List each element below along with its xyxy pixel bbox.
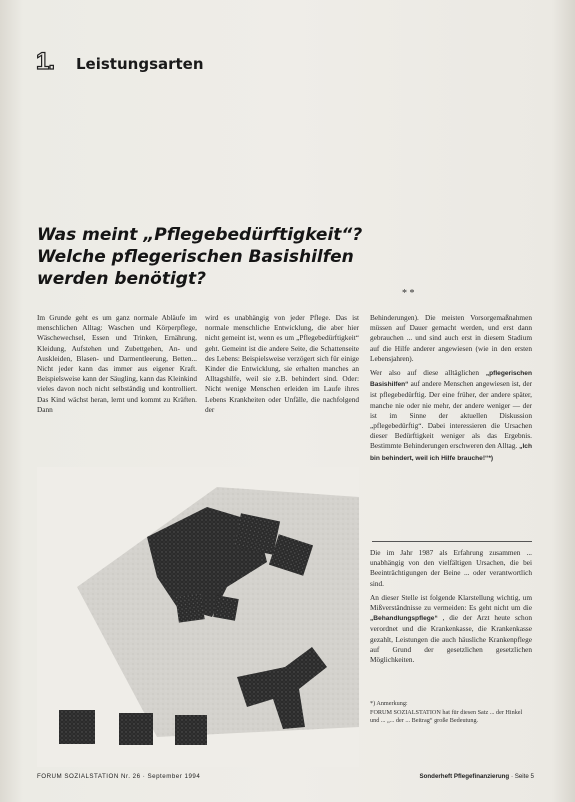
text-column-3 [370, 313, 532, 468]
section-number: 1. [36, 48, 55, 75]
footnote-text: FORUM SOZIALSTATION hat für diesen Satz ... der Hinkel und ... „... der ... Beitrag“ große Bedeutung. [370, 709, 523, 725]
column-3-p2-bold: „pflegerischen Basishilfen“ [370, 370, 532, 389]
footnote [370, 700, 532, 726]
column-3-p2-pre: Wer also auf diese alltäglichen [370, 368, 480, 378]
cube-block-bottom-2 [119, 713, 153, 745]
column-3-lower-paragraph-1: Die im Jahr 1987 als Erfahrung zusammen ... unabhängig von den vielfältigen Ursachen, die bei Beeinträchtigungen der Beine ... oder verantwortlich sind. [370, 548, 532, 588]
cube-block-front-2 [213, 595, 238, 620]
toy-blocks-photo [37, 467, 359, 767]
text-column-3-lower [370, 548, 532, 669]
column-3-p2-bold-quote: „Ich bin behindert, weil ich Hilfe brauche!“*) [370, 443, 532, 462]
column-3-lower-p2-bold: „Behandlungspflege“ [370, 615, 438, 623]
column-3-lower-p2-post: , die der Arzt heute schon verordnet und die Krankenkasse, die Krankenkasse gezahlt, Leistungen die auch häusliche Krankenpflege auf Grund der gesetzlichen gesetzlichen Möglichkeiten. [370, 613, 532, 665]
footer-issue-title: Sonderheft Pflegefinanzierung [419, 773, 510, 780]
text-column-2 [205, 313, 359, 419]
cube-block-front-1 [175, 593, 204, 622]
column-3-p2-post: auf andere Menschen angewiesen ist, der ist pflegebedürftig. Der eine früher, der andere später, manche nie oder nie mehr, der andere weniger — der ist im Sinne der aktuellen Diskussion „pflegebedürftig“. Dabei interessieren die Ursachen dieser Bedürftigkeit weniger als das Ergebnis. Bestimmte Behinderungen erschweren den Alltag. [370, 379, 532, 451]
headline-line-1: Was meint „Pflegebedürftigkeit“? [37, 225, 363, 245]
footer-publication: FORUM SOZIALSTATION Nr. 26 · September 1994 [37, 773, 201, 780]
column-2-text: wird es unabhängig von jeder Pflege. Das ist normale menschliche Entwicklung, die aber hier nicht gemeint ist, wenn es um „Pflegebedürftigkeit“ geht. Gemeint ist die andere Seite, die Schattenseite des Lebens: Beispielsweise verzögert sich für einige Kinder die Entwicklung, sie erhalten manches an Alltagshilfe, weil sie z.B. behindert sind. Oder: Nicht wenige Menschen erleiden im Laufe ihres Lebens Krankheiten oder Unfälle, die nachfolgend der [205, 313, 359, 414]
headline-line-3: werden benötigt? [37, 269, 206, 289]
headline [37, 224, 457, 290]
cube-block-bottom-1 [59, 710, 95, 744]
column-3-paragraph-2 [370, 368, 532, 464]
column-3-paragraph-1: Behinderungen). Die meisten Vorsorgemaßnahmen müssen auf Dauer gemacht werden, und erst dann gebrauchen ... und sind auch erst in diesem Stadium auf die Hilfe anderer angewiesen (wie in den ersten Lebensjahren). [370, 313, 532, 363]
page-footer [37, 773, 534, 787]
column-3-lower-paragraph-2 [370, 593, 532, 665]
text-column-1 [37, 313, 197, 419]
footer-page-number: Seite 5 [514, 773, 534, 780]
footer-right: Sonderheft Pflegefinanzierung · Seite 5 [419, 773, 534, 780]
footnote-title: *) Anmerkung: [370, 700, 408, 707]
headline-line-2: Welche pflegerischen Basishilfen [37, 247, 354, 267]
cube-block-bottom-3 [175, 715, 207, 745]
decoration-mark: * * [402, 288, 415, 299]
column-divider-rule [372, 541, 532, 542]
column-1-text: Im Grunde geht es um ganz normale Abläufe im menschlichen Alltag: Waschen und Körperpflege, Wäschewechsel, Essen und Trinken, Ernährung, Kleidung, Aufstehen und Zubettgehen, An- und Auskleiden, Blasen- und Darmentleerung, Betten... Nicht jeder kann das immer aus eigener Kraft. Beispielsweise kann der Säugling, kann das Kleinkind vieles davon noch nicht selbständig und kontrolliert. Das Kind wächst heran, lernt und kommt zu Kräften. Dann [37, 313, 197, 414]
column-3-lower-p2-pre: An dieser Stelle ist folgende Klarstellung wichtig, um Mißverständnisse zu vermeiden: Es geht nicht um die [370, 592, 532, 613]
section-title: Leistungsarten [76, 55, 204, 73]
